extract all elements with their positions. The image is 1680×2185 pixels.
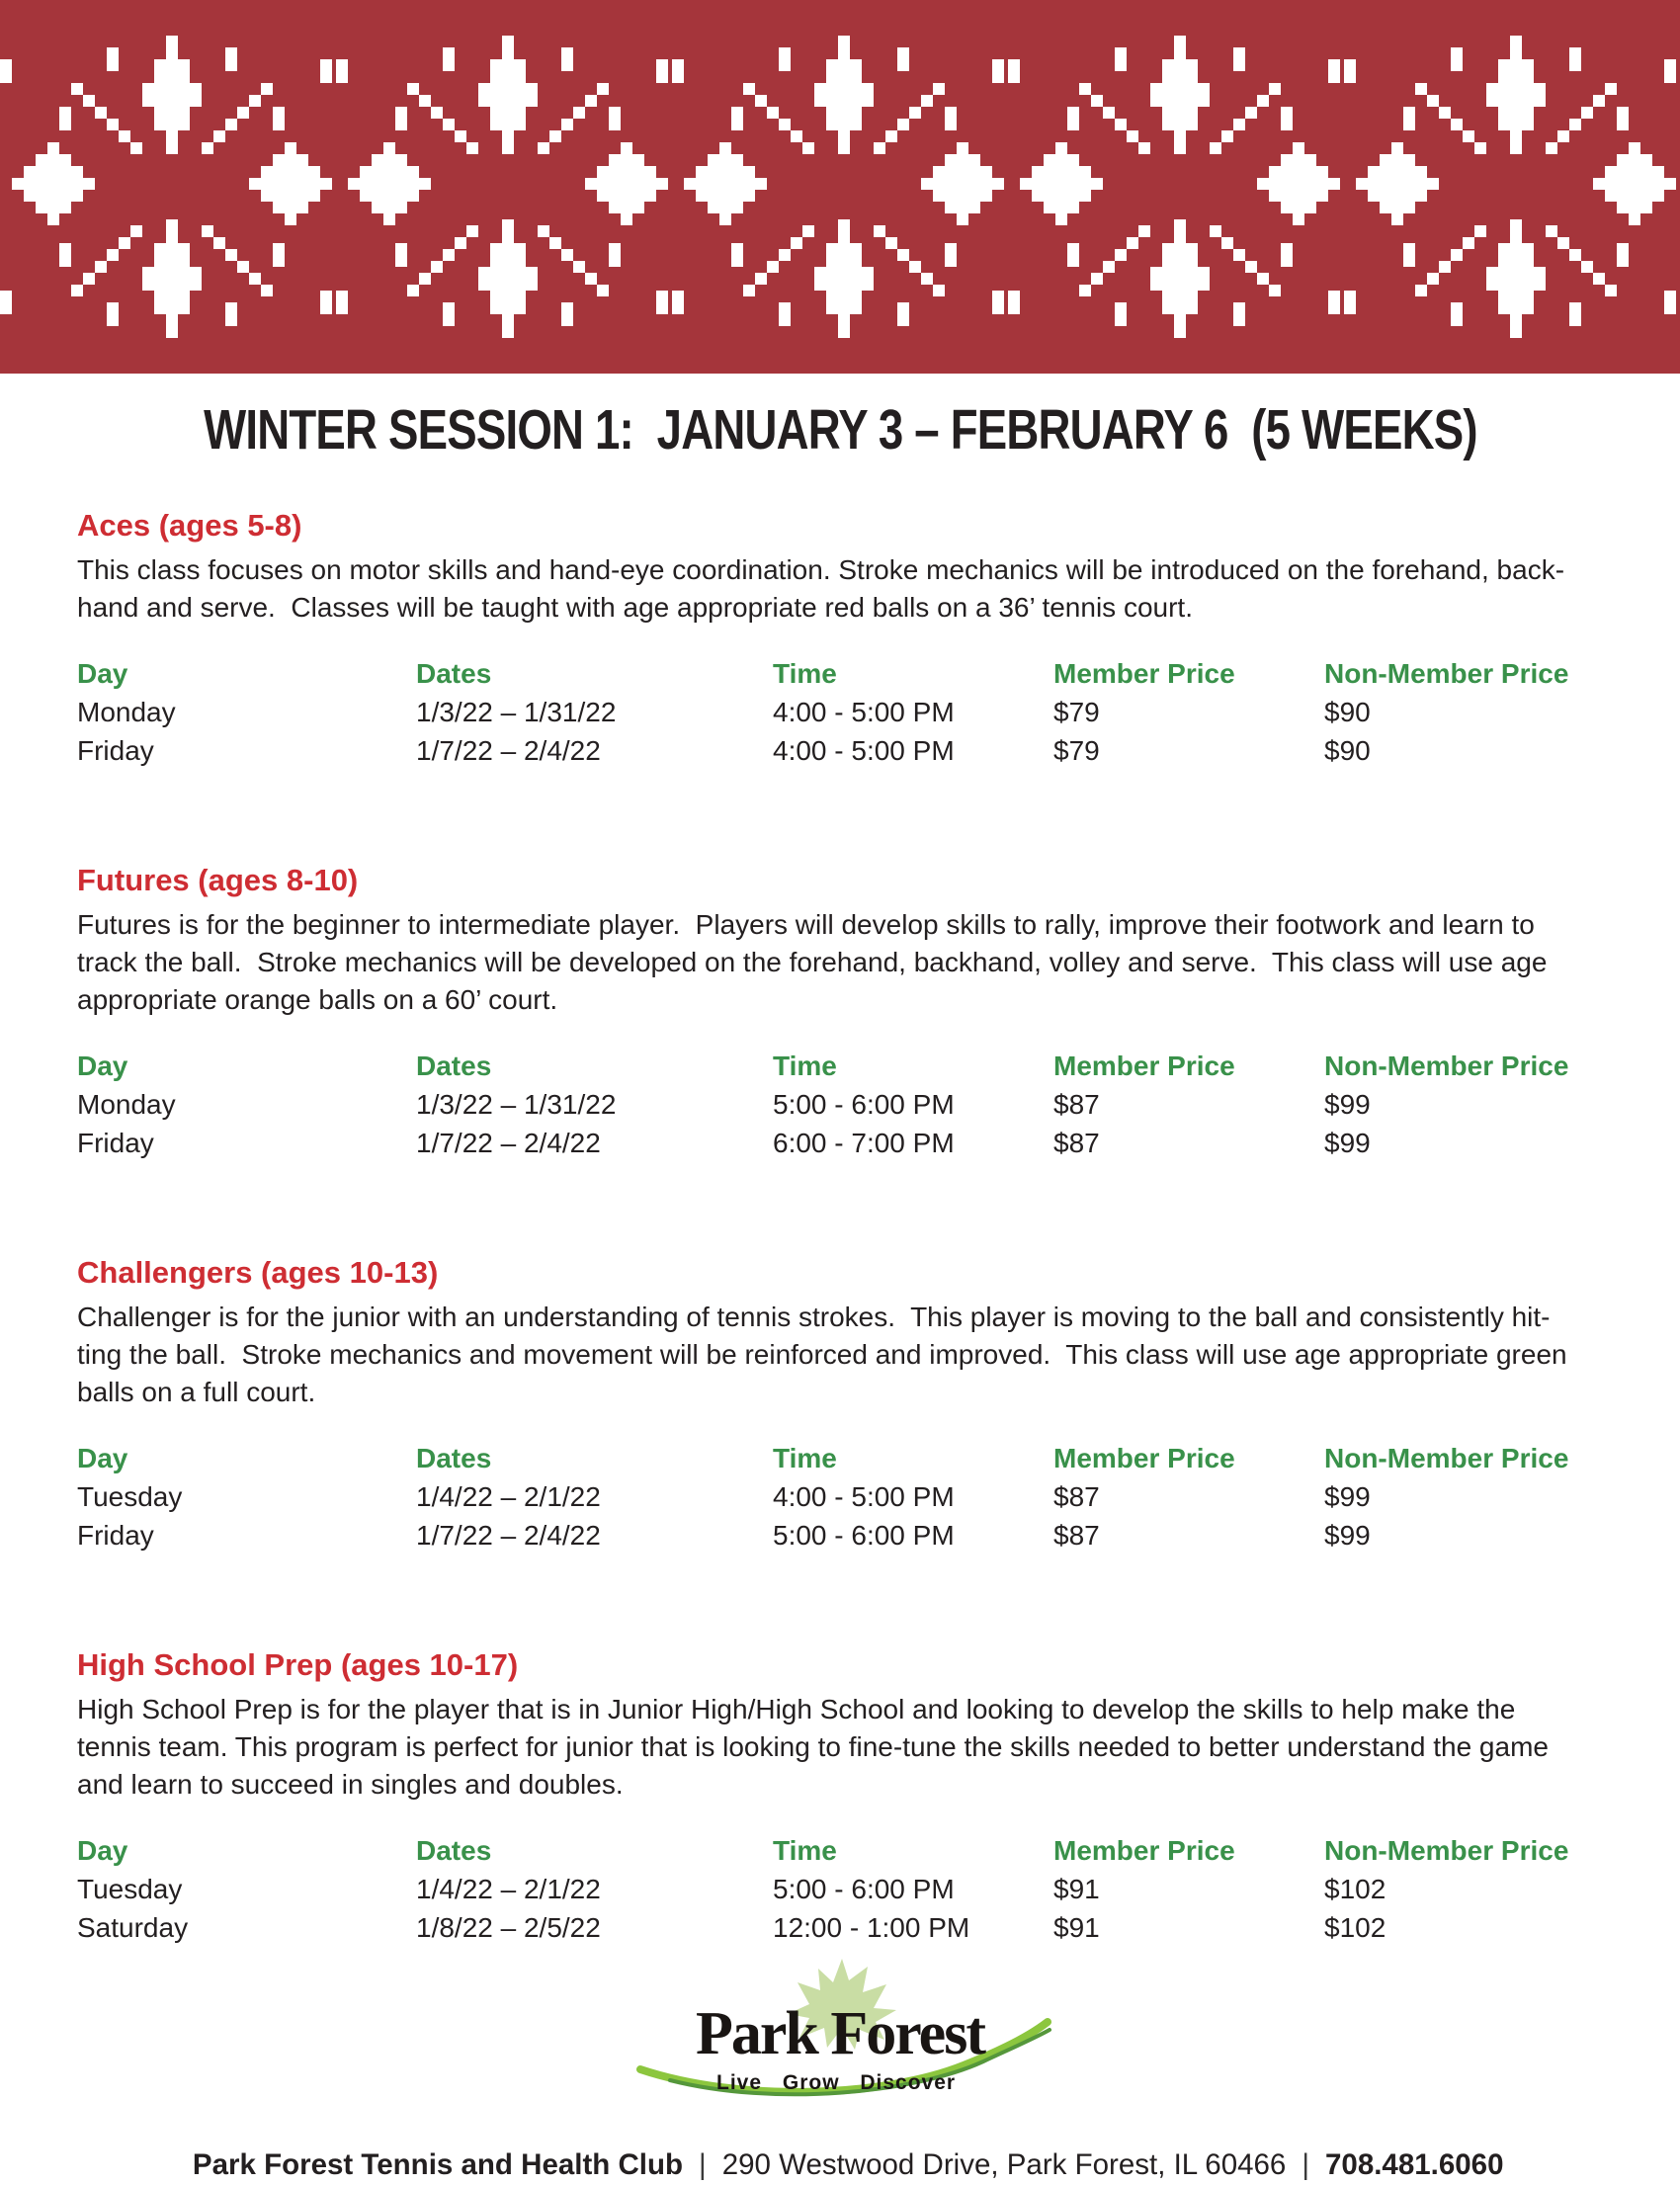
footer-phone: 708.481.6060 (1325, 2148, 1504, 2181)
cell-day: Tuesday (77, 1874, 183, 1904)
table-row (77, 1089, 1603, 1128)
cell-day: Friday (77, 1128, 154, 1158)
table-row (77, 1520, 1603, 1558)
cell-day: Monday (77, 1089, 176, 1120)
cell-dates: 1/7/22 – 2/4/22 (416, 1128, 601, 1158)
description-line: Challenger is for the junior with an understanding of tennis strokes. This player is moving to the ball and consistently hit- (77, 1302, 1551, 1332)
cell-non-member-price: $99 (1324, 1089, 1371, 1120)
program-description (77, 1299, 1603, 1411)
cell-time: 5:00 - 6:00 PM (773, 1089, 955, 1120)
holiday-banner (0, 0, 1680, 374)
cell-non-member-price: $99 (1324, 1520, 1371, 1551)
table-header-row (77, 1835, 1603, 1874)
col-header-dates: Dates (416, 658, 492, 689)
col-header-non-member-price: Non-Member Price (1324, 658, 1569, 689)
cell-day: Saturday (77, 1912, 189, 1943)
page-title: WINTER SESSION 1: JANUARY 3 – FEBRUARY 6 (5 WEEKS) (203, 398, 1477, 462)
section-aces (77, 506, 1603, 774)
footer (0, 2106, 1680, 2185)
program-heading: Futures (ages 8-10) (77, 863, 359, 897)
table-row (77, 1128, 1603, 1166)
program-description (77, 551, 1603, 627)
cell-time: 6:00 - 7:00 PM (773, 1128, 955, 1158)
footer-separator: | (699, 2148, 707, 2181)
cell-dates: 1/3/22 – 1/31/22 (416, 697, 617, 727)
cell-time: 4:00 - 5:00 PM (773, 735, 955, 766)
cell-non-member-price: $90 (1324, 735, 1371, 766)
col-header-time: Time (773, 1443, 837, 1473)
cell-non-member-price: $90 (1324, 697, 1371, 727)
section-futures (77, 861, 1603, 1166)
schedule-table (77, 1050, 1603, 1166)
description-line: tennis team. This program is perfect for junior that is looking to fine-tune the skills needed to better understand the game (77, 1731, 1549, 1762)
table-header-row (77, 1443, 1603, 1481)
cell-day: Monday (77, 697, 176, 727)
cell-member-price: $91 (1053, 1874, 1100, 1904)
table-row (77, 1481, 1603, 1520)
title-bar (0, 397, 1680, 462)
program-heading: Aces (ages 5-8) (77, 508, 302, 543)
cell-time: 5:00 - 6:00 PM (773, 1520, 955, 1551)
table-row (77, 735, 1603, 774)
col-header-day: Day (77, 1050, 128, 1081)
cell-non-member-price: $99 (1324, 1481, 1371, 1512)
program-heading: Challengers (ages 10-13) (77, 1255, 439, 1290)
cell-dates: 1/3/22 – 1/31/22 (416, 1089, 617, 1120)
footer-separator: | (1302, 2148, 1310, 2181)
cell-member-price: $87 (1053, 1128, 1100, 1158)
cell-non-member-price: $102 (1324, 1912, 1386, 1943)
table-row (77, 1874, 1603, 1912)
description-line: ting the ball. Stroke mechanics and movement will be reinforced and improved. This class will use age appropriate green (77, 1339, 1567, 1370)
logo-name: Park Forest (696, 2000, 984, 2067)
cell-dates: 1/4/22 – 2/1/22 (416, 1874, 601, 1904)
program-description (77, 1691, 1603, 1804)
description-line: and learn to succeed in singles and doubles. (77, 1769, 624, 1800)
cell-time: 4:00 - 5:00 PM (773, 1481, 955, 1512)
col-header-time: Time (773, 658, 837, 689)
cell-day: Tuesday (77, 1481, 183, 1512)
description-line: balls on a full court. (77, 1377, 316, 1407)
table-row (77, 697, 1603, 735)
page-content (0, 506, 1680, 1951)
cell-non-member-price: $99 (1324, 1128, 1371, 1158)
cell-member-price: $79 (1053, 697, 1100, 727)
cell-non-member-price: $102 (1324, 1874, 1386, 1904)
program-description (77, 906, 1603, 1019)
col-header-non-member-price: Non-Member Price (1324, 1443, 1569, 1473)
section-high-school-prep (77, 1645, 1603, 1951)
cell-member-price: $87 (1053, 1520, 1100, 1551)
cell-time: 12:00 - 1:00 PM (773, 1912, 970, 1943)
description-line: This class focuses on motor skills and hand-eye coordination. Stroke mechanics will be introduced on the forehand, back- (77, 554, 1565, 585)
col-header-non-member-price: Non-Member Price (1324, 1050, 1569, 1081)
col-header-time: Time (773, 1835, 837, 1866)
col-header-day: Day (77, 1443, 128, 1473)
description-line: appropriate orange balls on a 60’ court. (77, 984, 558, 1015)
table-header-row (77, 1050, 1603, 1089)
col-header-member-price: Member Price (1053, 1050, 1235, 1081)
description-line: Futures is for the beginner to intermediate player. Players will develop skills to rally, improve their footwork and learn to (77, 909, 1535, 940)
col-header-member-price: Member Price (1053, 1443, 1235, 1473)
program-heading: High School Prep (ages 10-17) (77, 1647, 519, 1682)
cell-dates: 1/4/22 – 2/1/22 (416, 1481, 601, 1512)
cell-member-price: $87 (1053, 1089, 1100, 1120)
cell-dates: 1/7/22 – 2/4/22 (416, 735, 601, 766)
col-header-member-price: Member Price (1053, 1835, 1235, 1866)
park-forest-logo (0, 1959, 1680, 2104)
schedule-table (77, 658, 1603, 774)
description-line: hand and serve. Classes will be taught with age appropriate red balls on a 36’ tennis court. (77, 592, 1193, 623)
cell-member-price: $79 (1053, 735, 1100, 766)
cell-member-price: $87 (1053, 1481, 1100, 1512)
cell-day: Friday (77, 735, 154, 766)
logo-tagline: Live Grow Discover (716, 2071, 957, 2094)
schedule-table (77, 1835, 1603, 1951)
col-header-member-price: Member Price (1053, 658, 1235, 689)
col-header-dates: Dates (416, 1050, 492, 1081)
cell-day: Friday (77, 1520, 154, 1551)
table-header-row (77, 658, 1603, 697)
cell-dates: 1/7/22 – 2/4/22 (416, 1520, 601, 1551)
description-line: High School Prep is for the player that is in Junior High/High School and looking to develop the skills to help make the (77, 1694, 1516, 1724)
cell-time: 4:00 - 5:00 PM (773, 697, 955, 727)
table-row (77, 1912, 1603, 1951)
description-line: track the ball. Stroke mechanics will be developed on the forehand, backhand, volley and serve. This class will use age (77, 947, 1548, 977)
cell-dates: 1/8/22 – 2/5/22 (416, 1912, 601, 1943)
col-header-non-member-price: Non-Member Price (1324, 1835, 1569, 1866)
col-header-day: Day (77, 658, 128, 689)
schedule-table (77, 1443, 1603, 1558)
col-header-dates: Dates (416, 1835, 492, 1866)
cell-member-price: $91 (1053, 1912, 1100, 1943)
col-header-time: Time (773, 1050, 837, 1081)
col-header-dates: Dates (416, 1443, 492, 1473)
section-challengers (77, 1253, 1603, 1558)
cell-time: 5:00 - 6:00 PM (773, 1874, 955, 1904)
footer-club-name: Park Forest Tennis and Health Club (192, 2148, 684, 2181)
col-header-day: Day (77, 1835, 128, 1866)
footer-address: 290 Westwood Drive, Park Forest, IL 60466 (721, 2148, 1287, 2181)
